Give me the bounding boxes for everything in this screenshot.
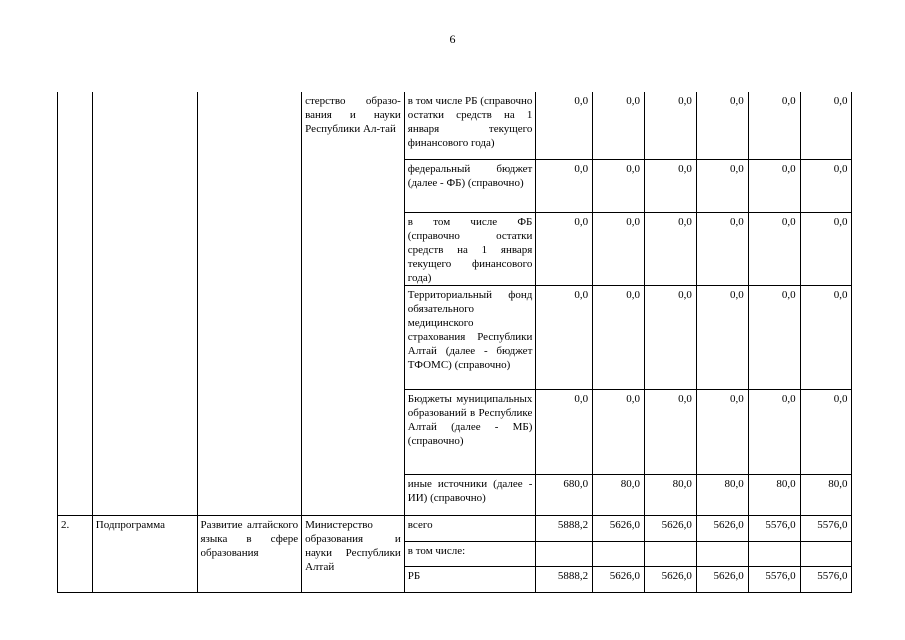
source-cell: иные источники (далее - ИИ) (справочно) xyxy=(404,474,536,515)
source-cell: всего xyxy=(404,515,536,541)
value-cell: 0,0 xyxy=(536,212,593,285)
source-cell: в том числе: xyxy=(404,541,536,566)
value-cell: 0,0 xyxy=(748,92,800,159)
value-cell: 80,0 xyxy=(800,474,852,515)
value-cell: 0,0 xyxy=(645,92,697,159)
page-number: 6 xyxy=(449,32,456,46)
type-cell: Подпрограмма xyxy=(92,515,197,592)
value-cell: 0,0 xyxy=(748,285,800,389)
value-cell: 5576,0 xyxy=(800,566,852,592)
value-cell: 80,0 xyxy=(696,474,748,515)
value-cell xyxy=(748,541,800,566)
value-cell xyxy=(696,541,748,566)
source-cell: Территориальный фонд обязательного медицинского страхования Республики Алтай (далее - бюджет ТФОМС) (справочно) xyxy=(404,285,536,389)
financing-table xyxy=(57,92,905,593)
value-cell: 0,0 xyxy=(800,285,852,389)
value-cell: 680,0 xyxy=(536,474,593,515)
value-cell: 0,0 xyxy=(645,285,697,389)
value-cell: 5626,0 xyxy=(645,515,697,541)
value-cell: 0,0 xyxy=(593,212,645,285)
name-cell xyxy=(197,92,302,515)
source-cell: Бюджеты муниципальных образований в Республике Алтай (далее - МБ) (справочно) xyxy=(404,389,536,474)
value-cell: 5626,0 xyxy=(696,566,748,592)
value-cell: 80,0 xyxy=(645,474,697,515)
value-cell: 0,0 xyxy=(748,389,800,474)
source-cell: в том числе ФБ (справочно остатки средств на 1 января текущего финансового года) xyxy=(404,212,536,285)
value-cell: 0,0 xyxy=(645,159,697,212)
value-cell: 0,0 xyxy=(593,92,645,159)
value-cell: 0,0 xyxy=(800,212,852,285)
value-cell: 5576,0 xyxy=(748,566,800,592)
value-cell: 0,0 xyxy=(645,212,697,285)
value-cell: 0,0 xyxy=(696,389,748,474)
value-cell: 0,0 xyxy=(696,285,748,389)
value-cell: 0,0 xyxy=(536,285,593,389)
value-cell: 0,0 xyxy=(696,212,748,285)
value-cell: 0,0 xyxy=(536,159,593,212)
value-cell: 0,0 xyxy=(645,389,697,474)
value-cell: 5888,2 xyxy=(536,515,593,541)
source-cell: в том числе РБ (справочно остатки средств на 1 января текущего финансового года) xyxy=(404,92,536,159)
value-cell: 0,0 xyxy=(800,389,852,474)
value-cell xyxy=(593,541,645,566)
value-cell: 0,0 xyxy=(748,159,800,212)
number-cell xyxy=(58,92,93,515)
value-cell xyxy=(800,541,852,566)
source-cell: федеральный бюджет (далее - ФБ) (справочно) xyxy=(404,159,536,212)
value-cell: 5576,0 xyxy=(748,515,800,541)
value-cell: 0,0 xyxy=(800,159,852,212)
value-cell: 0,0 xyxy=(696,92,748,159)
value-cell: 5626,0 xyxy=(593,515,645,541)
value-cell: 0,0 xyxy=(593,285,645,389)
value-cell: 0,0 xyxy=(593,389,645,474)
name-cell: Развитие алтайского языка в сфере образования xyxy=(197,515,302,592)
table-row xyxy=(58,92,905,159)
type-cell xyxy=(92,92,197,515)
value-cell xyxy=(645,541,697,566)
value-cell: 0,0 xyxy=(536,389,593,474)
table-row xyxy=(58,515,905,541)
value-cell: 5626,0 xyxy=(593,566,645,592)
value-cell: 80,0 xyxy=(593,474,645,515)
value-cell: 0,0 xyxy=(800,92,852,159)
value-cell: 0,0 xyxy=(696,159,748,212)
value-cell: 0,0 xyxy=(748,212,800,285)
value-cell: 0,0 xyxy=(593,159,645,212)
source-cell: РБ xyxy=(404,566,536,592)
value-cell xyxy=(536,541,593,566)
ministry-cell: стерство образо-вания и науки Республики Ал-тай xyxy=(302,92,405,515)
value-cell: 80,0 xyxy=(748,474,800,515)
value-cell: 5888,2 xyxy=(536,566,593,592)
value-cell: 5626,0 xyxy=(696,515,748,541)
value-cell: 0,0 xyxy=(536,92,593,159)
value-cell: 5576,0 xyxy=(800,515,852,541)
number-cell: 2. xyxy=(58,515,93,592)
value-cell: 5626,0 xyxy=(645,566,697,592)
ministry-cell: Министерство образования и науки Республики Алтай xyxy=(302,515,405,592)
